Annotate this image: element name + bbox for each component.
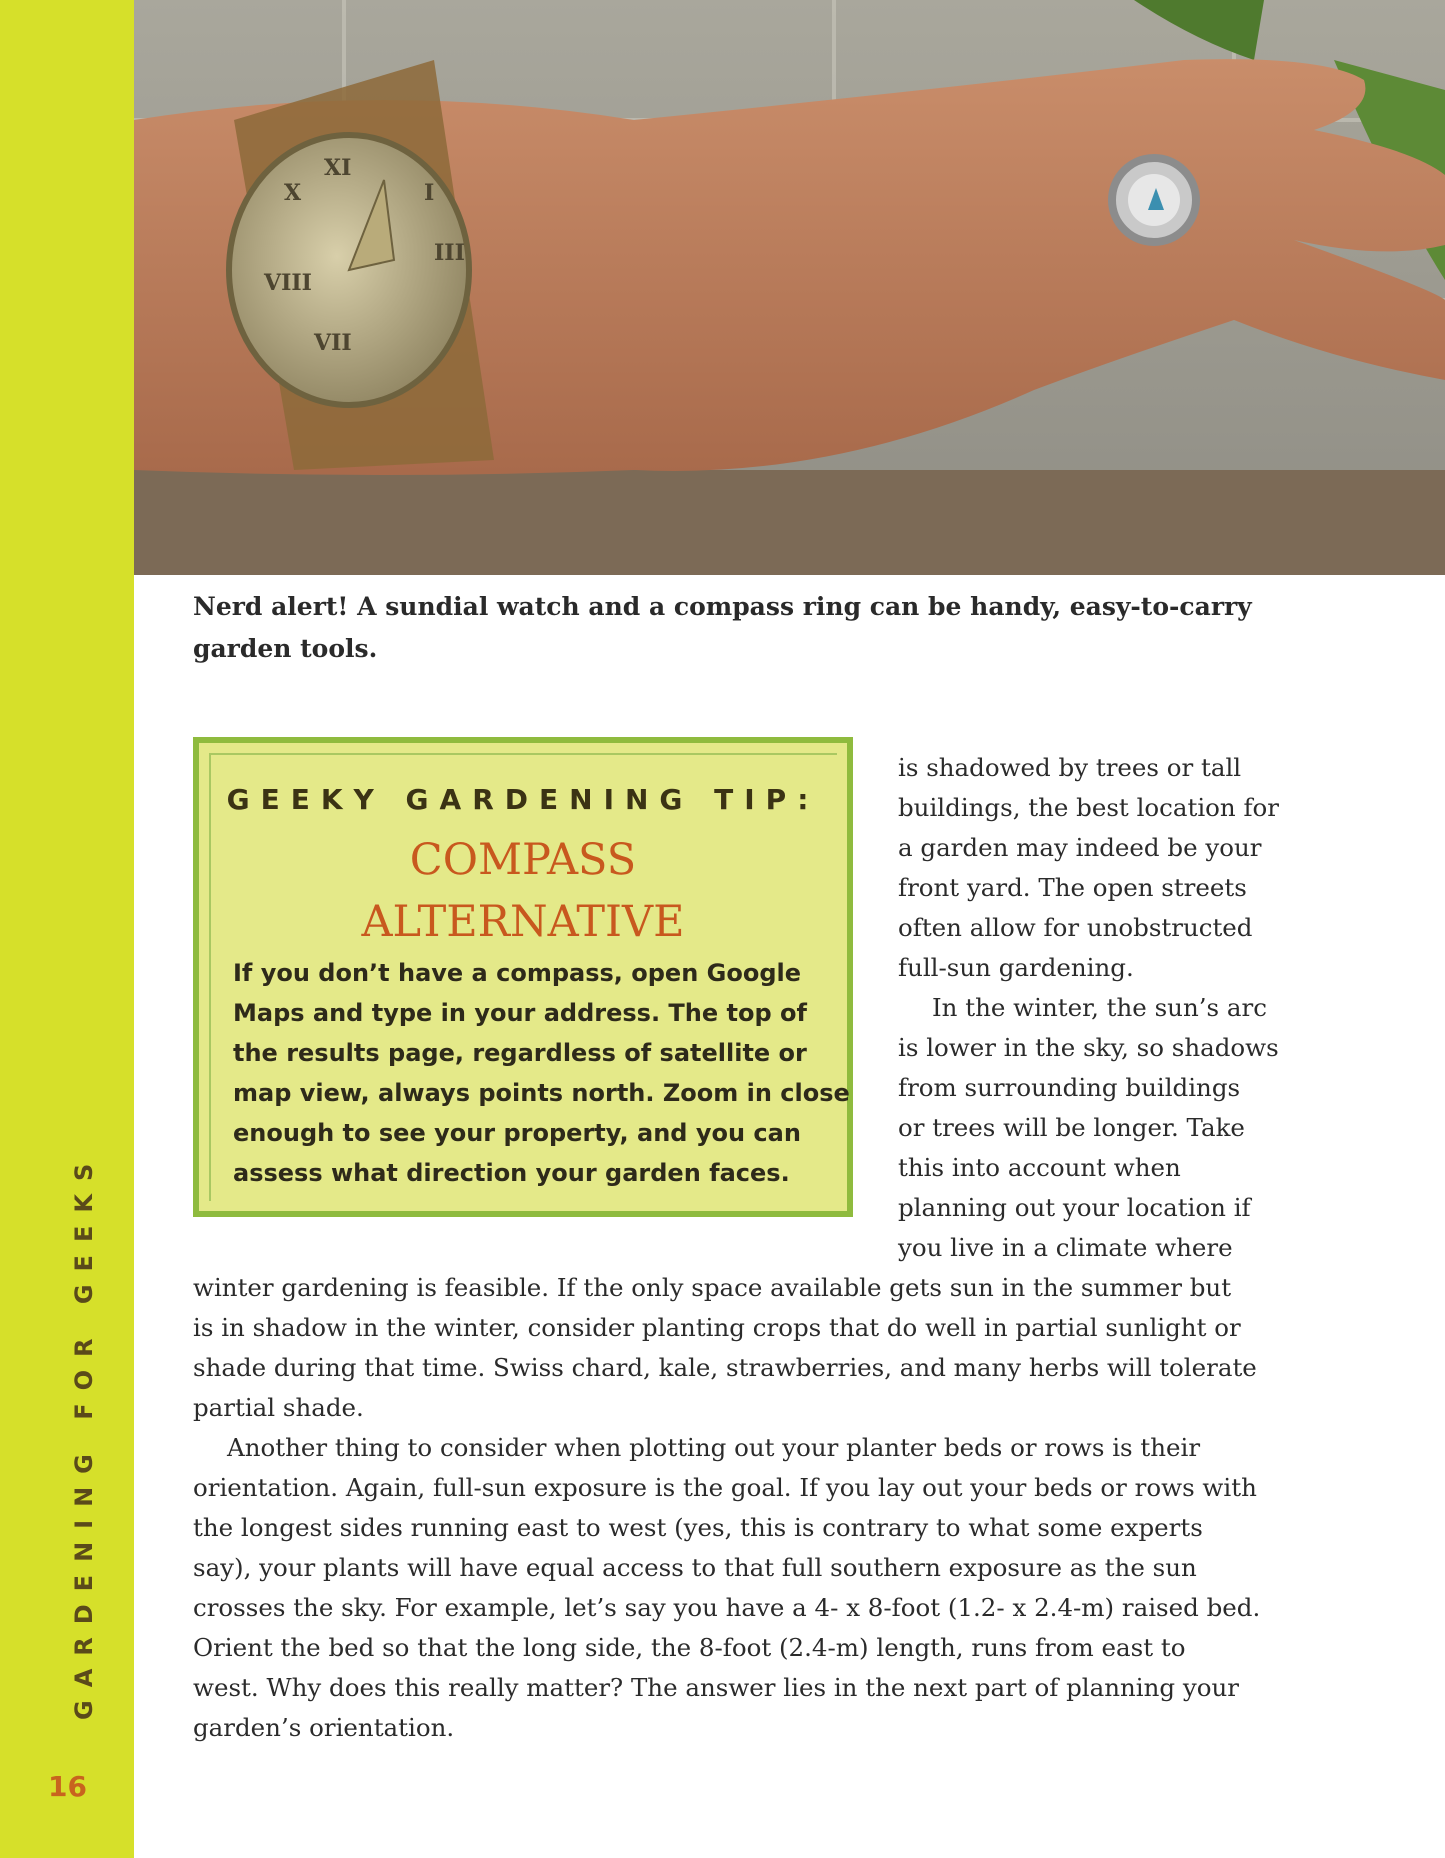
body-line: In the winter, the sun’s arc [932, 993, 1267, 1022]
full-width-text [193, 1268, 1293, 1748]
body-line: full-sun gardening. [898, 953, 1134, 982]
body-line: often allow for unobstructed [898, 913, 1253, 942]
body-line: is shadowed by trees or tall [898, 753, 1242, 782]
sundial-watch-and-compass-ring-photo [134, 0, 1445, 575]
tip-body-line: map view, always points north. Zoom in close [233, 1079, 850, 1107]
tip-body-line: Maps and type in your address. The top of [233, 999, 807, 1027]
body-line: is lower in the sky, so shadows [898, 1033, 1279, 1062]
tip-body-line: enough to see your property, and you can [233, 1119, 801, 1147]
tip-title-line: COMPASS [409, 835, 637, 885]
body-line: you live in a climate where [898, 1233, 1233, 1262]
body-line: buildings, the best location for [898, 793, 1280, 822]
tip-title-line: ALTERNATIVE [361, 897, 685, 947]
body-line: partial shade. [193, 1393, 364, 1422]
svg-text:VIII: VIII [264, 270, 312, 296]
svg-text:VII: VII [314, 330, 352, 356]
body-line: planning out your location if [898, 1193, 1251, 1222]
body-line: or trees will be longer. Take [898, 1113, 1245, 1142]
photo [134, 0, 1445, 575]
sidebar-strip [0, 0, 134, 1858]
page-number: 16 [48, 1770, 87, 1803]
body-line: this into account when [898, 1153, 1181, 1182]
tip-heading: GEEKY GARDENING TIP: [226, 783, 820, 816]
photo-caption [193, 586, 1253, 670]
svg-text:X: X [284, 180, 302, 206]
body-line: crosses the sky. For example, let’s say you have a 4- x 8-foot (1.2- x 2.4-m) raised bed. [193, 1593, 1261, 1622]
body-line: Another thing to consider when plotting out your planter beds or rows is their [227, 1433, 1201, 1462]
body-line: a garden may indeed be your [898, 833, 1262, 862]
body-line: winter gardening is feasible. If the only space available gets sun in the summer but [193, 1273, 1232, 1302]
running-title: GARDENING FOR GEEKS [70, 1150, 98, 1720]
svg-text:III: III [434, 240, 465, 266]
tip-body [233, 953, 850, 1193]
body-line: from surrounding buildings [898, 1073, 1241, 1102]
body-line: front yard. The open streets [898, 873, 1247, 902]
body-line: the longest sides running east to west (yes, this is contrary to what some experts [193, 1513, 1203, 1542]
body-line: west. Why does this really matter? The answer lies in the next part of planning your [193, 1673, 1239, 1702]
right-column-text [898, 748, 1298, 1268]
svg-text:XI: XI [324, 155, 352, 181]
caption-line: garden tools. [193, 634, 378, 663]
tip-body-line: If you don’t have a compass, open Google [233, 959, 801, 987]
body-line: garden’s orientation. [193, 1713, 455, 1742]
body-line: Orient the bed so that the long side, the 8-foot (2.4-m) length, runs from east to [193, 1633, 1186, 1662]
tip-box [193, 737, 853, 1217]
body-line: say), your plants will have equal access to that full southern exposure as the sun [193, 1553, 1197, 1582]
body-line: orientation. Again, full-sun exposure is the goal. If you lay out your beds or rows with [193, 1473, 1257, 1502]
caption-line: Nerd alert! A sundial watch and a compass ring can be handy, easy-to-carry [193, 592, 1252, 621]
tip-body-line: the results page, regardless of satellite or [233, 1039, 807, 1067]
body-line: is in shadow in the winter, consider planting crops that do well in partial sunlight or [193, 1313, 1241, 1342]
body-line: shade during that time. Swiss chard, kale, strawberries, and many herbs will tolerate [193, 1353, 1257, 1382]
tip-title [199, 829, 847, 953]
svg-text:I: I [424, 180, 435, 206]
tip-body-line: assess what direction your garden faces. [233, 1159, 790, 1187]
